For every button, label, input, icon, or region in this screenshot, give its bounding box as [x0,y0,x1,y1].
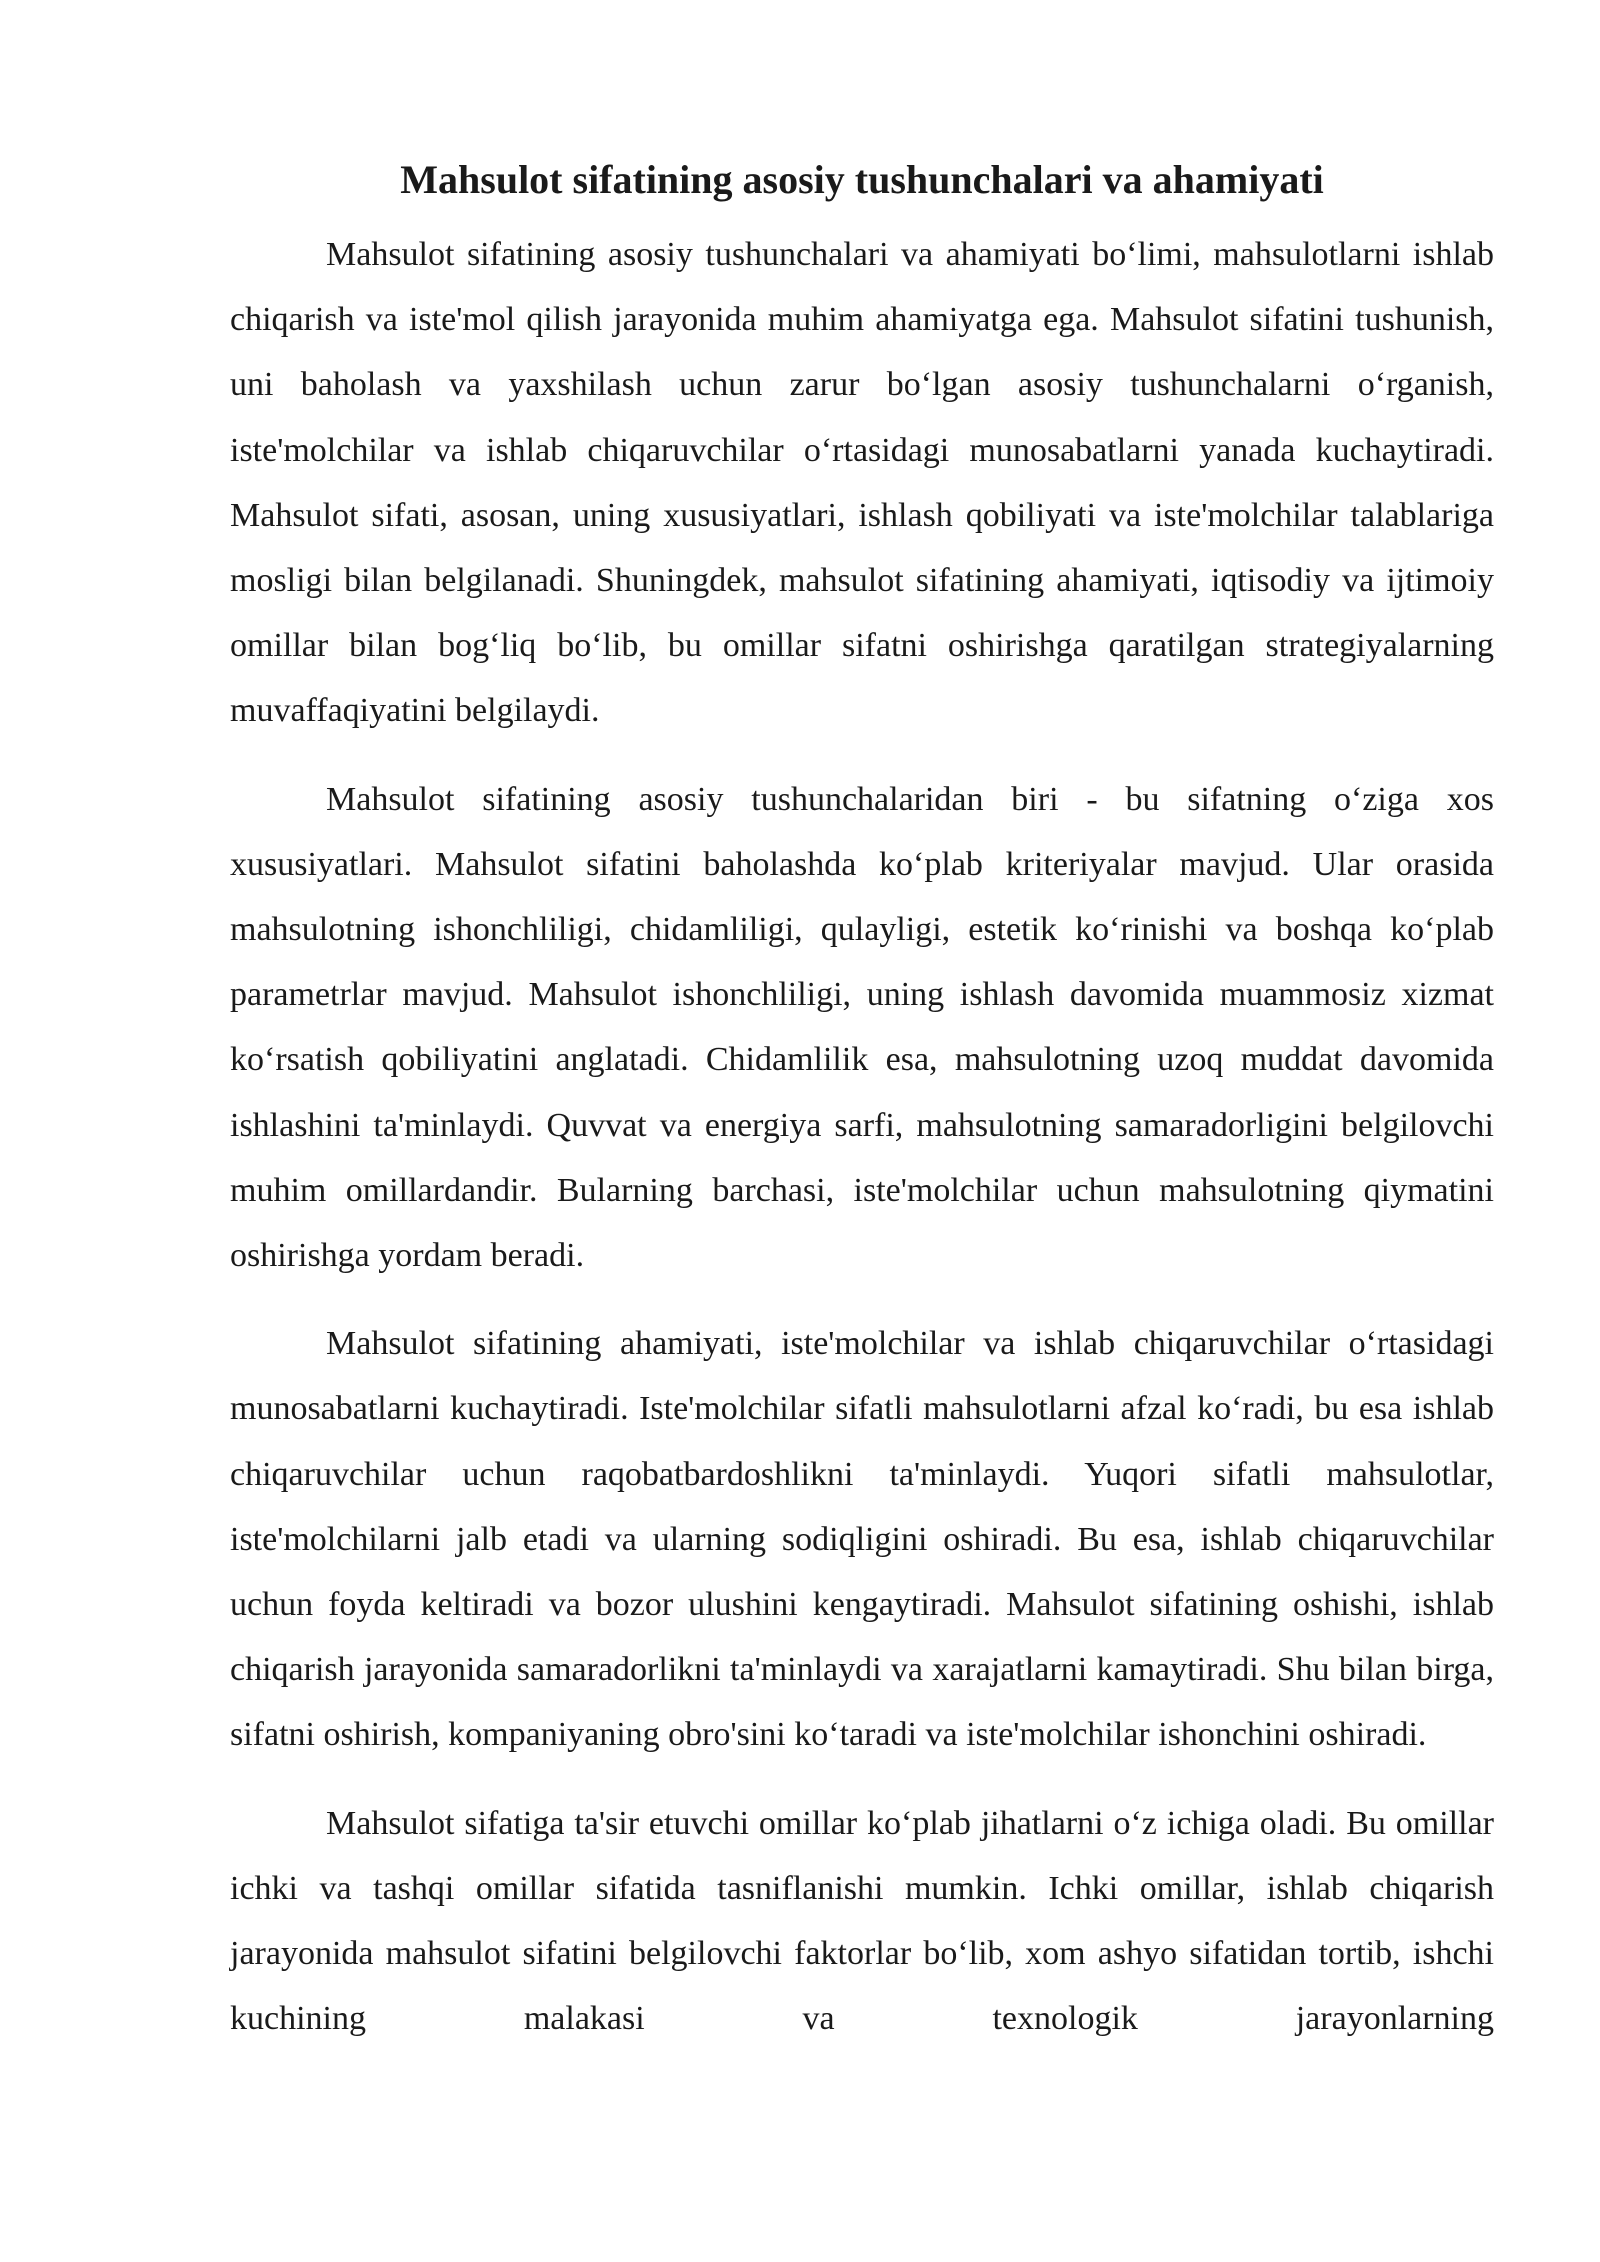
paragraph-2: Mahsulot sifatining asosiy tushunchalaridan biri - bu sifatning o‘ziga xos xususiyatlari. Mahsulot sifatini baholashda ko‘plab kriteriyalar mavjud. Ular orasida mahsulotning ishonchliligi, chidamliligi, qulayligi, estetik ko‘rinishi va boshqa ko‘plab parametrlar mavjud. Mahsulot ishonchliligi, uning ishlash davomida muammosiz xizmat ko‘rsatish qobiliyatini anglatadi. Chidamlilik esa, mahsulotning uzoq muddat davomida ishlashini ta'minlaydi. Quvvat va energiya sarfi, mahsulotning samaradorligini belgilovchi muhim omillardandir. Bularning barchasi, iste'molchilar uchun mahsulotning qiymatini oshirishga yordam beradi. [230,780,1494,1275]
paragraph-4: Mahsulot sifatiga ta'sir etuvchi omillar ko‘plab jihatlarni o‘z ichiga oladi. Bu omillar ichki va tashqi omillar sifatida tasniflanishi mumkin. Ichki omillar, ishlab chiqarish jarayonida mahsulot sifatini belgilovchi faktorlar bo‘lib, xom ashyo sifatidan tortib, ishchi kuchining malakasi va texnologik jarayonlarning [230,1804,1494,2038]
document-body [230,148,1494,2051]
paragraph-1: Mahsulot sifatining asosiy tushunchalari va ahamiyati bo‘limi, mahsulotlarni ishlab chiqarish va iste'mol qilish jarayonida muhim ahamiyatga ega. Mahsulot sifatini tushunish, uni baholash va yaxshilash uchun zarur bo‘lgan asosiy tushunchalarni o‘rganish, iste'molchilar va ishlab chiqaruvchilar o‘rtasidagi munosabatlarni yanada kuchaytiradi. Mahsulot sifati, asosan, uning xususiyatlari, ishlash qobiliyati va iste'molchilar talablariga mosligi bilan belgilanadi. Shuningdek, mahsulot sifatining ahamiyati, iqtisodiy va ijtimoiy omillar bilan bog‘liq bo‘lib, bu omillar sifatni oshirishga qaratilgan strategiyalarning muvaffaqiyatini belgilaydi. [230,236,1494,730]
paragraph-3: Mahsulot sifatining ahamiyati, iste'molchilar va ishlab chiqaruvchilar o‘rtasidagi munosabatlarni kuchaytiradi. Iste'molchilar sifatli mahsulotlarni afzal ko‘radi, bu esa ishlab chiqaruvchilar uchun raqobatbardoshlikni ta'minlaydi. Yuqori sifatli mahsulotlar, iste'molchilarni jalb etadi va ularning sodiqligini oshiradi. Bu esa, ishlab chiqaruvchilar uchun foyda keltiradi va bozor ulushini kengaytiradi. Mahsulot sifatining oshishi, ishlab chiqarish jarayonida samaradorlikni ta'minlaydi va xarajatlarni kamaytiradi. Shu bilan birga, sifatni oshirish, kompaniyaning obro'sini ko‘taradi va iste'molchilar ishonchini oshiradi. [230,1325,1494,1754]
document-title: Mahsulot sifatining asosiy tushunchalari va ahamiyati [400,157,1324,202]
